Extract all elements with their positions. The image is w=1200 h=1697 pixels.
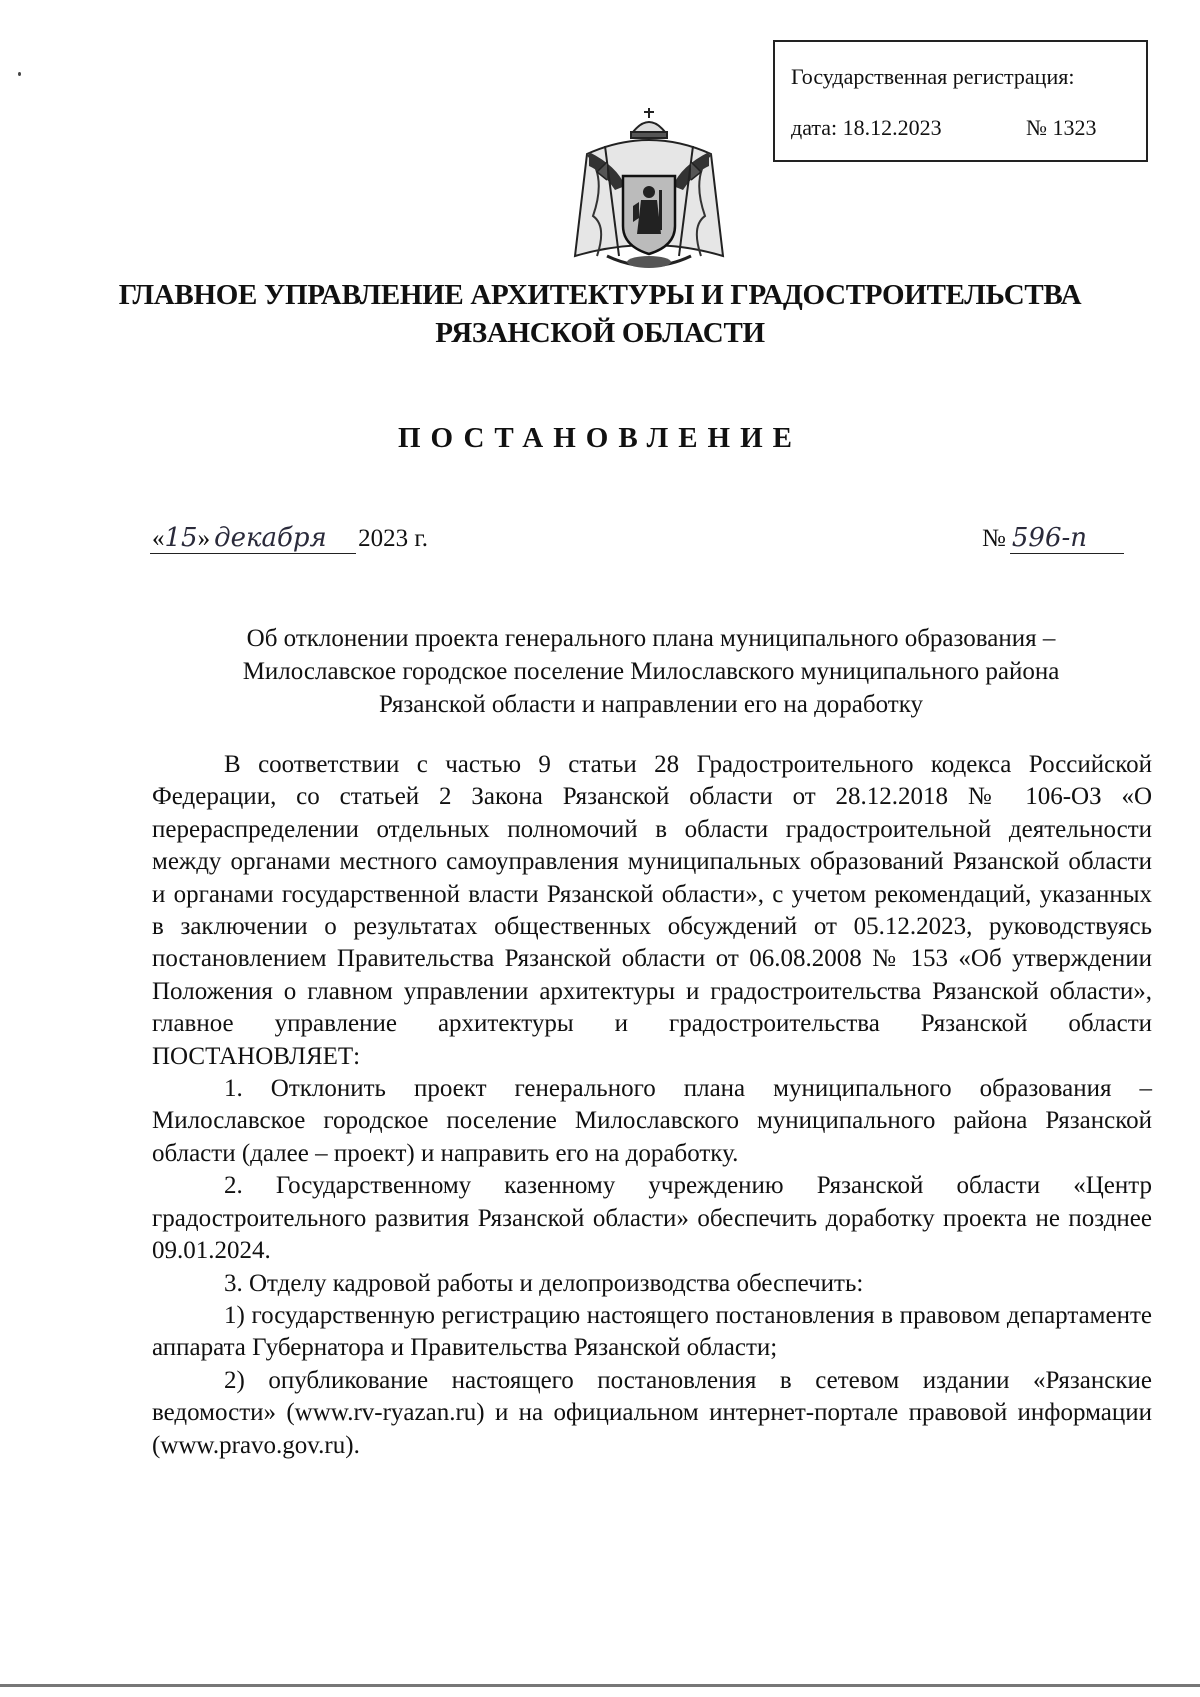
preamble-paragraph: В соответствии с частью 9 статьи 28 Градостроительного кодекса Российской Федерации, со статьей 2 Закона Рязанской области от 28.12.2018 № 106-ОЗ «О перераспределении отдельных полномочий в области градостроительной деятельности между органами местного самоуправления муниципальных образований Рязанской области и органами государственной власти Рязанской области», с учетом рекомендаций, указанных в заключении о результатах общественных обсуждений от 05.12.2023, руководствуясь постановлением Правительства Рязанской области от 06.08.2008 № 153 «Об утверждении Положения о главном управлении архитектуры и градостроительства Рязанской области», главное управление архитектуры и градостроительства Рязанской области ПОСТАНОВЛЯЕТ:	[152, 751, 1152, 1070]
subject-line1: Об отклонении проекта генерального плана муниципального образования –	[246, 625, 1056, 652]
document-body	[152, 749, 1152, 1462]
document-subject	[150, 622, 1152, 721]
date-close-quote: »	[197, 525, 211, 552]
date-day-field	[150, 523, 212, 554]
document-type: ПОСТАНОВЛЕНИЕ	[397, 422, 802, 454]
document-date	[150, 523, 428, 554]
registration-date: дата: 18.12.2023	[791, 115, 942, 140]
number-value: 596-п	[1010, 523, 1124, 554]
item-3-2-paragraph: 2) опубликование настоящего постановления в сетевом издании «Рязанские ведомости» (www.rv-ryazan.ru) и на официальном интернет-портале правовой информации (www.pravo.gov.ru).	[152, 1366, 1152, 1459]
crown-icon	[631, 108, 667, 138]
number-prefix: №	[982, 525, 1006, 552]
item-3-1-paragraph: 1) государственную регистрацию настоящего постановления в правовом департаменте аппарата Губернатора и Правительства Рязанской области;	[152, 1301, 1152, 1362]
registration-number: № 1323	[1026, 115, 1097, 140]
item-3-paragraph: 3. Отделу кадровой работы и делопроизводства обеспечить:	[224, 1269, 864, 1297]
date-day: 15	[164, 523, 198, 553]
date-month: декабря	[212, 523, 356, 554]
page-edge	[0, 1684, 1200, 1687]
agency-name-line2: РЯЗАНСКОЙ ОБЛАСТИ	[435, 317, 765, 349]
agency-name-line1: ГЛАВНОЕ УПРАВЛЕНИЕ АРХИТЕКТУРЫ И ГРАДОСТРОИТЕЛЬСТВА	[118, 279, 1082, 311]
date-open-quote: «	[152, 525, 165, 552]
item-1-paragraph: 1. Отклонить проект генерального плана муниципального образования – Милославское городское поселение Милославского муниципального района Рязанской области (далее – проект) и направить его на доработку.	[152, 1075, 1152, 1167]
registration-stamp	[773, 40, 1148, 162]
document-number	[982, 523, 1124, 554]
agency-name	[0, 276, 1200, 352]
date-year: 2023 г.	[358, 525, 429, 552]
coat-of-arms-icon	[567, 106, 731, 272]
item-2-paragraph: 2. Государственному казенному учреждению Рязанской области «Центр градостроительного развития Рязанской области» обеспечить доработку проекта не позднее 09.01.2024.	[152, 1172, 1152, 1265]
subject-line2: Милославское городское поселение Милославского муниципального района	[242, 658, 1060, 685]
subject-line3: Рязанской области и направлении его на доработку	[378, 691, 924, 718]
registration-title: Государственная регистрация:	[791, 64, 1075, 89]
scan-artifact	[18, 72, 21, 76]
